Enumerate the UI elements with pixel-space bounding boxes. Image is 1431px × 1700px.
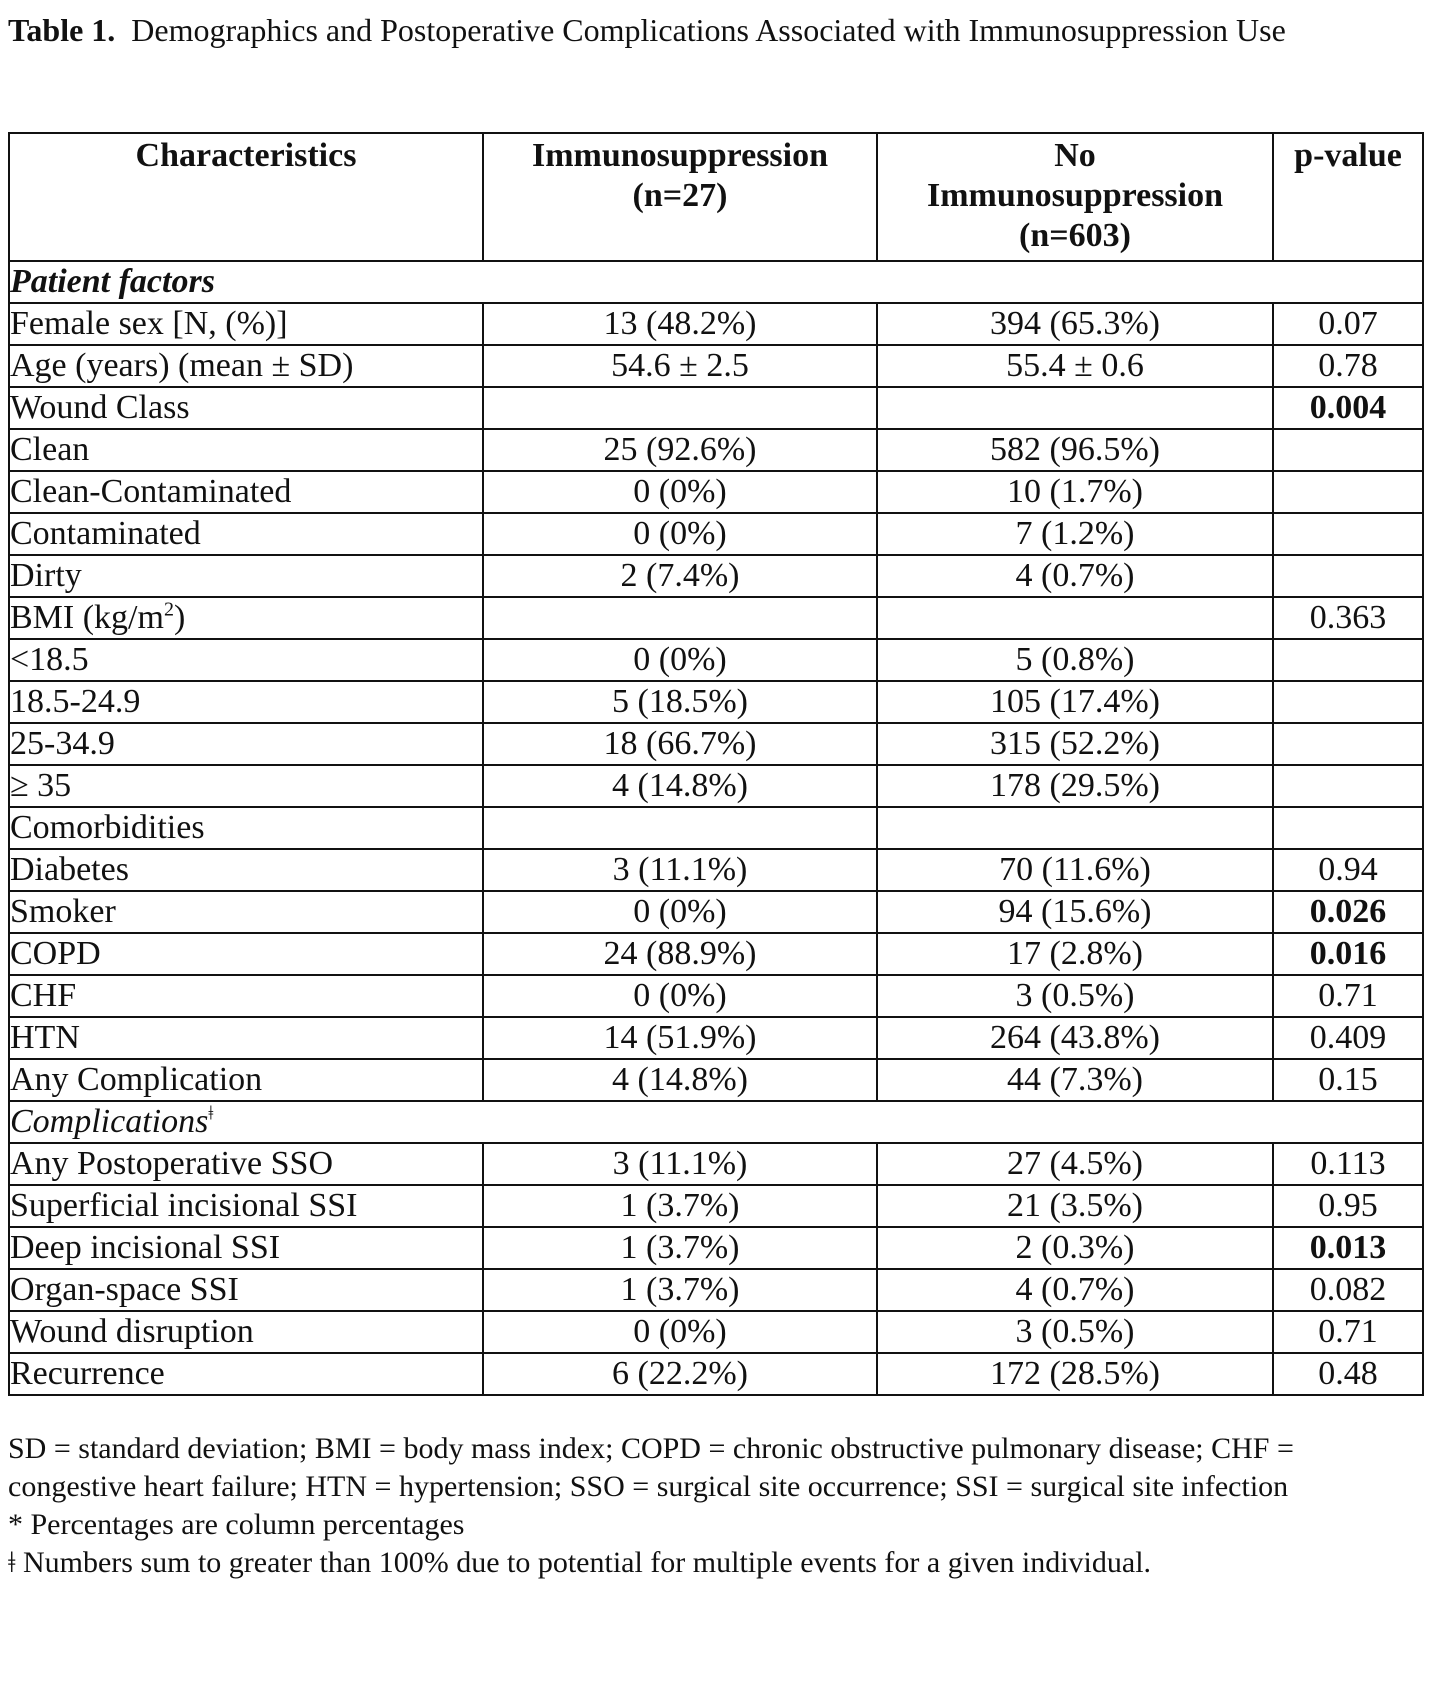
- p-value: 0.07: [1273, 303, 1423, 345]
- row-label: HTN: [9, 1017, 483, 1059]
- immunosuppression-value: 0 (0%): [483, 975, 877, 1017]
- table-row: [9, 639, 1423, 681]
- table-row: [9, 261, 1423, 303]
- row-label: Diabetes: [9, 849, 483, 891]
- p-value: 0.15: [1273, 1059, 1423, 1101]
- no-immunosuppression-value: 264 (43.8%): [877, 1017, 1273, 1059]
- row-label: BMI $(kg/m^2)$: [9, 597, 483, 639]
- immunosuppression-value: 6 (22.2%): [483, 1353, 877, 1395]
- row-label: Age (years) (mean ± SD): [9, 345, 483, 387]
- immunosuppression-value: [483, 597, 877, 639]
- row-label: ≥ 35: [9, 765, 483, 807]
- header-row: [9, 133, 1423, 261]
- row-label: CHF: [9, 975, 483, 1017]
- row-label: Organ-space SSI: [9, 1269, 483, 1311]
- table-row: [9, 891, 1423, 933]
- table-row: [9, 387, 1423, 429]
- table-row: [9, 723, 1423, 765]
- immunosuppression-value: 4 (14.8%): [483, 765, 877, 807]
- no-immunosuppression-value: 7 (1.2%): [877, 513, 1273, 555]
- row-label: Clean-Contaminated: [9, 471, 483, 513]
- p-value: 0.94: [1273, 849, 1423, 891]
- row-label: Wound disruption: [9, 1311, 483, 1353]
- header-immunosuppression: Immunosuppression (n=27): [483, 133, 877, 261]
- table-row: [9, 1185, 1423, 1227]
- p-value: 0.016: [1273, 933, 1423, 975]
- p-value: [1273, 765, 1423, 807]
- no-immunosuppression-value: 582 (96.5%): [877, 429, 1273, 471]
- table-row: [9, 345, 1423, 387]
- no-immunosuppression-value: 2 (0.3%): [877, 1227, 1273, 1269]
- p-value: [1273, 471, 1423, 513]
- header-p-value: p-value: [1273, 133, 1423, 261]
- table-row: [9, 1017, 1423, 1059]
- immunosuppression-value: 0 (0%): [483, 471, 877, 513]
- table-row: [9, 849, 1423, 891]
- row-label: Clean: [9, 429, 483, 471]
- multiple-events-note: ǂ Numbers sum to greater than 100% due to potential for multiple events for a given individual.: [8, 1546, 1152, 1579]
- row-label: Comorbidities: [9, 807, 483, 849]
- table-row: [9, 681, 1423, 723]
- immunosuppression-value: 18 (66.7%): [483, 723, 877, 765]
- p-value: 0.082: [1273, 1269, 1423, 1311]
- table-label: Table 1.: [8, 12, 116, 48]
- p-value: 0.48: [1273, 1353, 1423, 1395]
- table-row: [9, 429, 1423, 471]
- table-caption: Demographics and Postoperative Complications Associated with Immunosuppression Use: [131, 12, 1286, 48]
- row-label: Dirty: [9, 555, 483, 597]
- row-label: COPD: [9, 933, 483, 975]
- immunosuppression-value: 54.6 ± 2.5: [483, 345, 877, 387]
- p-value: [1273, 723, 1423, 765]
- row-label: Contaminated: [9, 513, 483, 555]
- no-immunosuppression-value: 315 (52.2%): [877, 723, 1273, 765]
- p-value: [1273, 807, 1423, 849]
- table-row: [9, 1101, 1423, 1143]
- table-row: [9, 597, 1423, 639]
- p-value: 0.013: [1273, 1227, 1423, 1269]
- immunosuppression-value: 1 (3.7%): [483, 1227, 877, 1269]
- no-immunosuppression-value: 394 (65.3%): [877, 303, 1273, 345]
- p-value: 0.409: [1273, 1017, 1423, 1059]
- table-row: [9, 513, 1423, 555]
- no-immunosuppression-value: 105 (17.4%): [877, 681, 1273, 723]
- row-label: Any Postoperative SSO: [9, 1143, 483, 1185]
- no-immunosuppression-value: 4 (0.7%): [877, 1269, 1273, 1311]
- p-value: 0.78: [1273, 345, 1423, 387]
- no-immunosuppression-value: [877, 387, 1273, 429]
- immunosuppression-value: 14 (51.9%): [483, 1017, 877, 1059]
- immunosuppression-value: 0 (0%): [483, 1311, 877, 1353]
- table-body: [9, 261, 1423, 1395]
- p-value: 0.026: [1273, 891, 1423, 933]
- abbreviations-note: SD = standard deviation; BMI = body mass index; COPD = chronic obstructive pulmonary disease; CHF = congestive heart failure; HTN = hypertension; SSO = surgical site occurrence; SSI = surgical site infection: [8, 1432, 1294, 1503]
- section-header: Complications$^ǂ$: [9, 1101, 1423, 1143]
- row-label: 18.5-24.9: [9, 681, 483, 723]
- immunosuppression-value: 5 (18.5%): [483, 681, 877, 723]
- p-value: 0.71: [1273, 975, 1423, 1017]
- p-value: [1273, 555, 1423, 597]
- no-immunosuppression-value: 10 (1.7%): [877, 471, 1273, 513]
- table-row: [9, 1059, 1423, 1101]
- immunosuppression-value: 0 (0%): [483, 639, 877, 681]
- table-row: [9, 975, 1423, 1017]
- no-immunosuppression-value: 5 (0.8%): [877, 639, 1273, 681]
- immunosuppression-value: 13 (48.2%): [483, 303, 877, 345]
- table-row: [9, 1143, 1423, 1185]
- row-label: Smoker: [9, 891, 483, 933]
- row-label: Superficial incisional SSI: [9, 1185, 483, 1227]
- no-immunosuppression-value: [877, 807, 1273, 849]
- table-row: [9, 1227, 1423, 1269]
- immunosuppression-value: 0 (0%): [483, 513, 877, 555]
- row-label: Female sex [N, (%)]: [9, 303, 483, 345]
- no-immunosuppression-value: 4 (0.7%): [877, 555, 1273, 597]
- no-immunosuppression-value: 172 (28.5%): [877, 1353, 1273, 1395]
- no-immunosuppression-value: 70 (11.6%): [877, 849, 1273, 891]
- p-value: 0.113: [1273, 1143, 1423, 1185]
- immunosuppression-value: 4 (14.8%): [483, 1059, 877, 1101]
- header-characteristics: Characteristics: [9, 133, 483, 261]
- immunosuppression-value: [483, 807, 877, 849]
- p-value: [1273, 429, 1423, 471]
- p-value: 0.004: [1273, 387, 1423, 429]
- immunosuppression-value: 1 (3.7%): [483, 1269, 877, 1311]
- table-row: [9, 933, 1423, 975]
- immunosuppression-value: 1 (3.7%): [483, 1185, 877, 1227]
- table-row: [9, 1353, 1423, 1395]
- no-immunosuppression-value: 3 (0.5%): [877, 1311, 1273, 1353]
- table-title: [8, 8, 1418, 52]
- no-immunosuppression-value: 27 (4.5%): [877, 1143, 1273, 1185]
- no-immunosuppression-value: 94 (15.6%): [877, 891, 1273, 933]
- table-row: [9, 471, 1423, 513]
- section-header: Patient factors: [9, 261, 1423, 303]
- immunosuppression-value: 3 (11.1%): [483, 849, 877, 891]
- percentages-note: * Percentages are column percentages: [8, 1508, 465, 1541]
- p-value: [1273, 513, 1423, 555]
- row-label: <18.5: [9, 639, 483, 681]
- table-row: [9, 555, 1423, 597]
- no-immunosuppression-value: 17 (2.8%): [877, 933, 1273, 975]
- immunosuppression-value: 25 (92.6%): [483, 429, 877, 471]
- p-value: 0.363: [1273, 597, 1423, 639]
- immunosuppression-value: 24 (88.9%): [483, 933, 877, 975]
- demographics-table: [8, 132, 1424, 1396]
- no-immunosuppression-value: 21 (3.5%): [877, 1185, 1273, 1227]
- table-row: [9, 765, 1423, 807]
- p-value: 0.95: [1273, 1185, 1423, 1227]
- no-immunosuppression-value: 44 (7.3%): [877, 1059, 1273, 1101]
- p-value: [1273, 681, 1423, 723]
- p-value: 0.71: [1273, 1311, 1423, 1353]
- immunosuppression-value: 3 (11.1%): [483, 1143, 877, 1185]
- header-no-immunosuppression: No Immunosuppression (n=603): [877, 133, 1273, 261]
- row-label: Wound Class: [9, 387, 483, 429]
- row-label: Deep incisional SSI: [9, 1227, 483, 1269]
- no-immunosuppression-value: [877, 597, 1273, 639]
- p-value: [1273, 639, 1423, 681]
- no-immunosuppression-value: 55.4 ± 0.6: [877, 345, 1273, 387]
- no-immunosuppression-value: 178 (29.5%): [877, 765, 1273, 807]
- row-label: 25-34.9: [9, 723, 483, 765]
- no-immunosuppression-value: 3 (0.5%): [877, 975, 1273, 1017]
- immunosuppression-value: 2 (7.4%): [483, 555, 877, 597]
- table-row: [9, 1269, 1423, 1311]
- table-row: [9, 303, 1423, 345]
- table-row: [9, 1311, 1423, 1353]
- immunosuppression-value: [483, 387, 877, 429]
- row-label: Recurrence: [9, 1353, 483, 1395]
- table-row: [9, 807, 1423, 849]
- row-label: Any Complication: [9, 1059, 483, 1101]
- immunosuppression-value: 0 (0%): [483, 891, 877, 933]
- table-footnotes: [8, 1430, 1423, 1582]
